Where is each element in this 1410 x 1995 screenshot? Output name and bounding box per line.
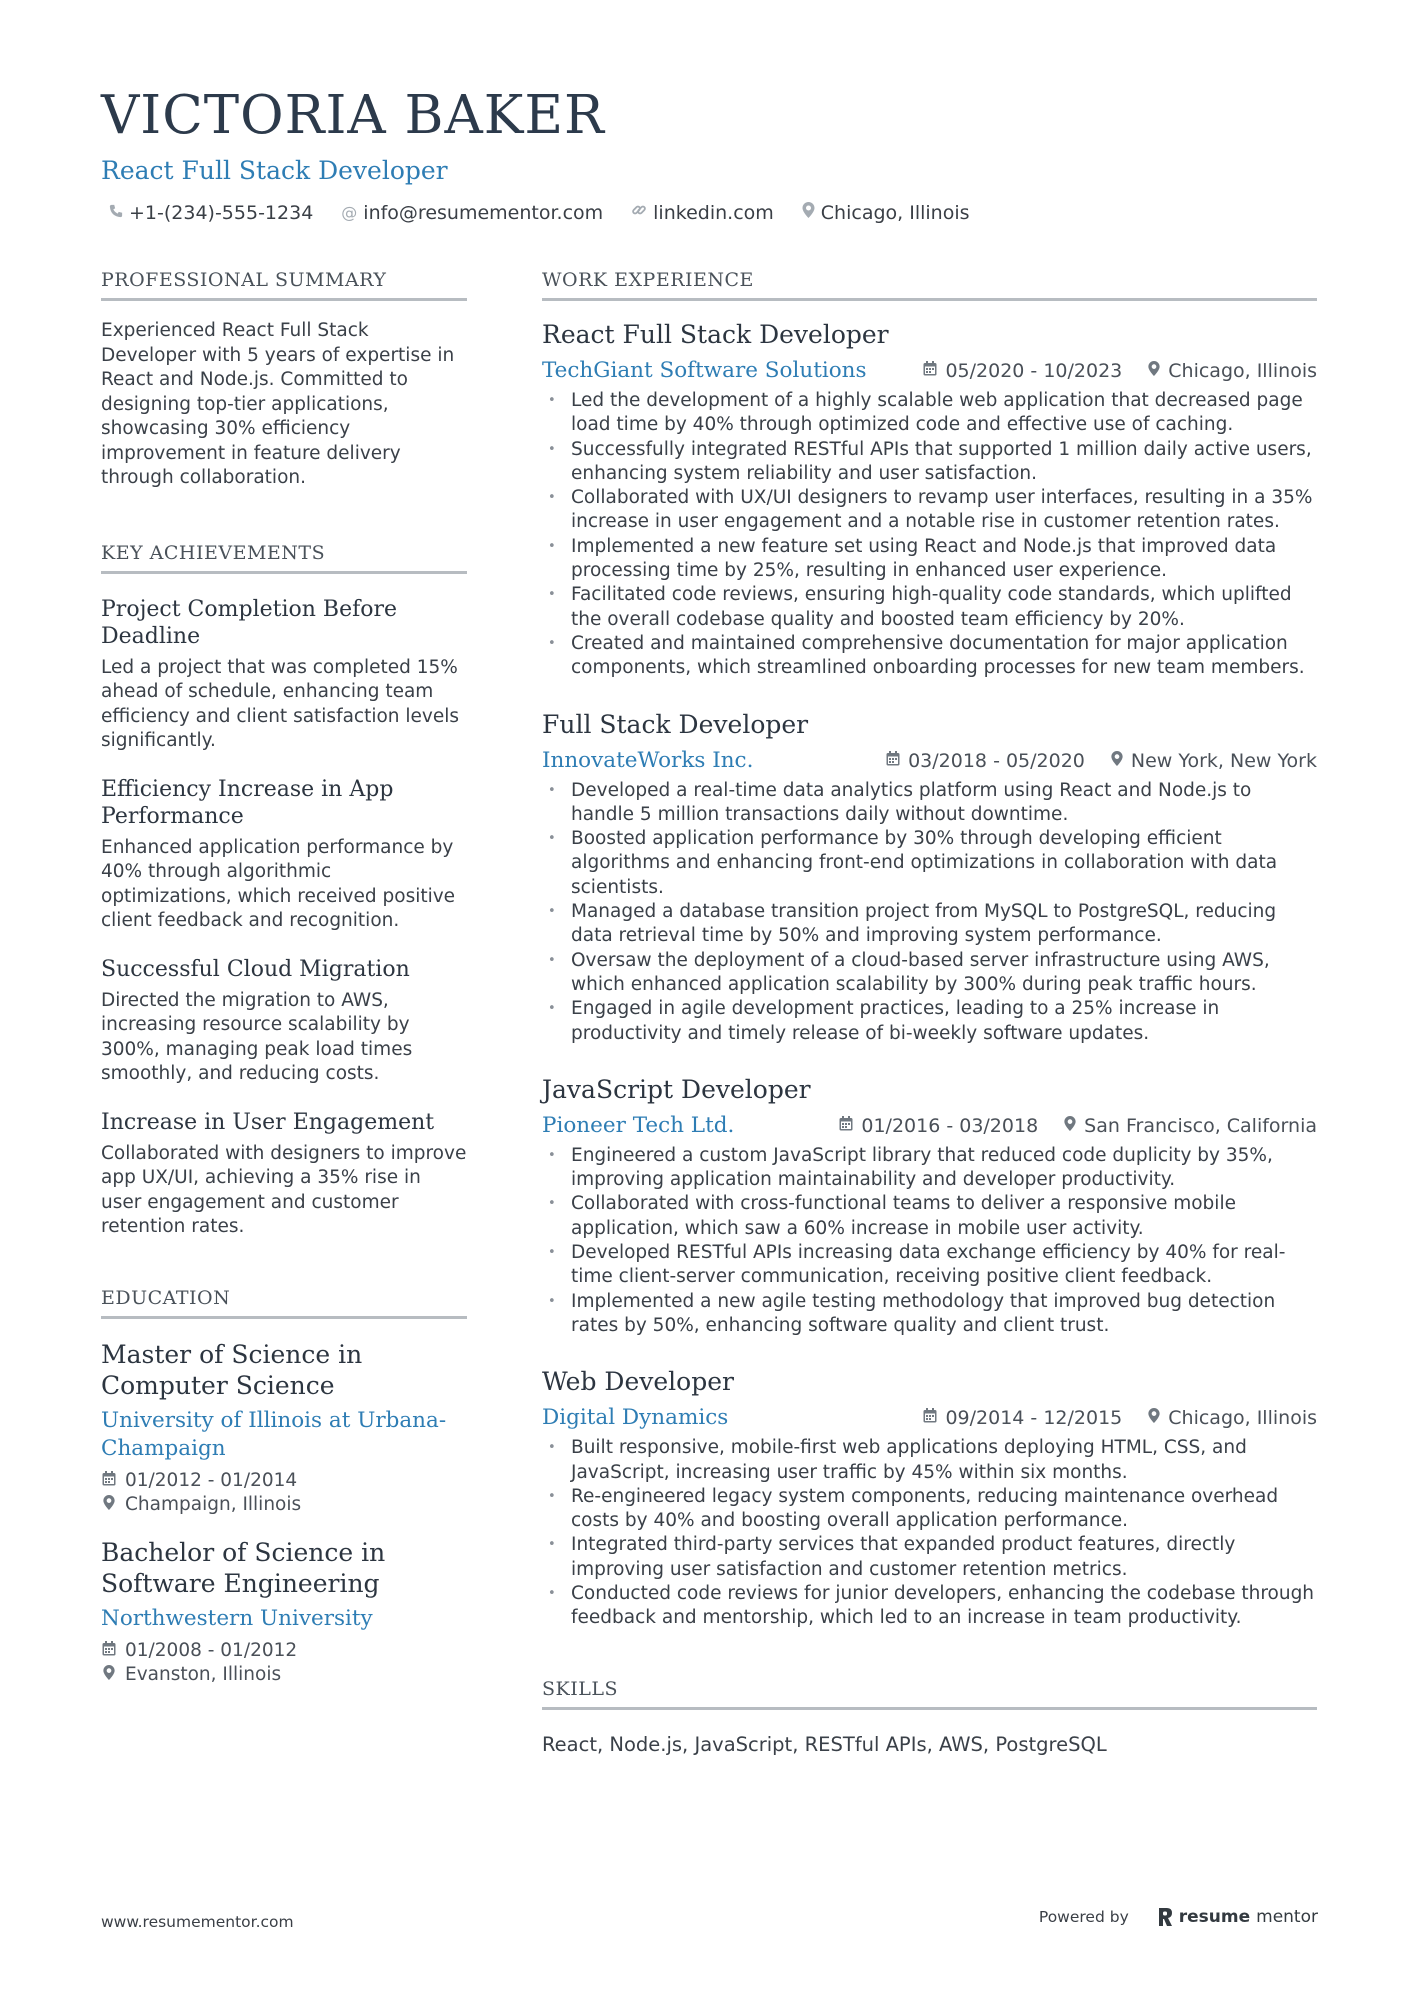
- location-text: Chicago, Illinois: [1168, 1407, 1317, 1430]
- company-name: Digital Dynamics: [542, 1405, 729, 1431]
- email-text[interactable]: info@resumementor.com: [363, 202, 604, 224]
- phone-icon: [109, 200, 123, 226]
- job-bullets: [542, 779, 1317, 1046]
- bullet-item: • Managed a database transition project from MySQL to PostgreSQL, reducing data retrieval time by 50% and improving system performance.: [542, 900, 1317, 949]
- candidate-name: VICTORIA BAKER: [101, 85, 605, 146]
- bullet-item: • Built responsive, mobile-first web applications deploying HTML, CSS, and JavaScript, increasing user traffic by 45% within six months.: [542, 1436, 1317, 1485]
- job-dates: [923, 1404, 1122, 1432]
- dates-text: 01/2012 - 01/2014: [125, 1469, 298, 1491]
- location-text: Evanston, Illinois: [125, 1663, 282, 1685]
- footer-website[interactable]: www.resumementor.com: [101, 1913, 294, 1931]
- job-bullets: [542, 1436, 1317, 1630]
- left-column: [101, 268, 467, 1687]
- calendar-icon: [101, 1639, 117, 1663]
- map-pin-icon: [1111, 747, 1123, 775]
- school-name: Northwestern University: [101, 1605, 373, 1631]
- dates-text: 05/2020 - 10/2023: [945, 360, 1123, 382]
- bullet-item: • Integrated third-party services that expanded product features, directly improving user satisfaction and customer retention metrics.: [542, 1533, 1317, 1582]
- calendar-icon: [101, 1469, 117, 1493]
- bullet-item: • Boosted application performance by 30% through developing efficient algorithms and enhancing front-end optimizations in collaboration with data scientists.: [542, 827, 1317, 900]
- achievement-title: Project Completion Before Deadline: [101, 596, 398, 649]
- location-text: New York, New York: [1130, 749, 1317, 772]
- key-achievements-section: [101, 541, 467, 1240]
- achievement-item: [101, 776, 467, 934]
- skills-section: [542, 1677, 1317, 1758]
- location-text: Chicago, Illinois: [1168, 360, 1317, 382]
- job-location: [1064, 1112, 1317, 1140]
- professional-summary-section: [101, 268, 467, 491]
- resumementor-logo-icon: [1157, 1907, 1173, 1927]
- job-entry: [542, 1366, 1317, 1630]
- job-title: JavaScript Developer: [542, 1074, 811, 1104]
- brand-name-light: mentor: [1256, 1907, 1318, 1927]
- contact-location: [802, 200, 970, 226]
- education-section: [101, 1286, 467, 1687]
- achievement-item: [101, 1109, 467, 1240]
- achievement-text: Led a project that was completed 15% ahead of schedule, enhancing team efficiency and client satisfaction levels significantly.: [101, 656, 460, 751]
- company-name: Pioneer Tech Ltd.: [542, 1112, 735, 1138]
- job-bullets: [542, 1144, 1317, 1338]
- achievement-title: Efficiency Increase in App Performance: [101, 776, 394, 829]
- bullet-item: • Collaborated with UX/UI designers to revamp user interfaces, resulting in a 35% increase in user engagement and a notable rise in customer retention rates.: [542, 486, 1317, 535]
- education-item: [101, 1339, 467, 1517]
- job-meta-row: [542, 747, 1317, 775]
- job-dates: [886, 747, 1085, 775]
- phone-text: +1-(234)-555-1234: [129, 202, 314, 224]
- skills-list: React, Node.js, JavaScript, RESTful APIs, AWS, PostgreSQL: [542, 1732, 1107, 1756]
- education-location: [101, 1493, 467, 1517]
- map-pin-icon: [1148, 1404, 1160, 1432]
- education-dates: [101, 1469, 467, 1493]
- education-location: [101, 1663, 467, 1687]
- location-text: Chicago, Illinois: [820, 202, 970, 224]
- footer-branding: [1039, 1907, 1318, 1927]
- contact-phone: [109, 200, 313, 226]
- calendar-icon: [923, 1404, 937, 1432]
- school-name: University of Illinois at Urbana-Champaign: [101, 1407, 447, 1461]
- bullet-item: • Led the development of a highly scalable web application that decreased page load time by 40% through optimized code and effective use of caching.: [542, 389, 1317, 438]
- achievement-item: [101, 956, 467, 1087]
- map-pin-icon: [101, 1663, 117, 1687]
- dates-text: 03/2018 - 05/2020: [908, 749, 1085, 772]
- education-item: [101, 1537, 467, 1687]
- bullet-item: • Implemented a new feature set using React and Node.js that improved data processing time by 25%, resulting in enhanced user experience.: [542, 535, 1317, 584]
- degree-title: Bachelor of Science in Software Engineering: [101, 1537, 386, 1598]
- job-entry: [542, 709, 1317, 1046]
- bullet-item: • Facilitated code reviews, ensuring high-quality code standards, which uplifted the overall codebase quality and boosted team efficiency by 20%.: [542, 583, 1317, 632]
- section-heading: KEY ACHIEVEMENTS: [101, 541, 467, 574]
- job-location: [1148, 1404, 1317, 1432]
- degree-title: Master of Science in Computer Science: [101, 1339, 363, 1400]
- resume-header: [101, 84, 1321, 226]
- job-title: React Full Stack Developer: [542, 320, 889, 349]
- candidate-title: React Full Stack Developer: [101, 156, 448, 185]
- dates-text: 09/2014 - 12/2015: [945, 1407, 1123, 1430]
- bullet-item: • Developed a real-time data analytics platform using React and Node.js to handle 5 million transactions daily without downtime.: [542, 779, 1317, 828]
- section-heading: SKILLS: [542, 1677, 1317, 1710]
- bullet-item: • Collaborated with cross-functional teams to deliver a responsive mobile application, which saw a 60% increase in mobile user activity.: [542, 1192, 1317, 1241]
- section-heading: EDUCATION: [101, 1286, 467, 1319]
- job-entry: [542, 319, 1317, 681]
- work-experience-section: [542, 268, 1317, 1631]
- job-meta-row: [542, 357, 1317, 385]
- bullet-item: • Oversaw the deployment of a cloud-based server infrastructure using AWS, which enhanced application scalability by 300% during peak traffic hours.: [542, 949, 1317, 998]
- achievement-title: Successful Cloud Migration: [101, 956, 410, 982]
- summary-text: Experienced React Full Stack Developer with 5 years of expertise in React and Node.js. Committed to designing top-tier applications, showcasing 30% efficiency improvement in feature delivery through collaboration.: [101, 320, 455, 488]
- achievement-title: Increase in User Engagement: [101, 1109, 435, 1135]
- calendar-icon: [886, 747, 900, 775]
- calendar-icon: [923, 357, 937, 385]
- bullet-item: • Developed RESTful APIs increasing data exchange efficiency by 40% for real-time client-server communication, receiving positive client feedback.: [542, 1241, 1317, 1290]
- bullet-item: • Implemented a new agile testing methodology that improved bug detection rates by 50%, enhancing software quality and client trust.: [542, 1290, 1317, 1339]
- linkedin-text[interactable]: linkedin.com: [653, 202, 774, 224]
- bullet-item: • Successfully integrated RESTful APIs that supported 1 million daily active users, enhancing system reliability and user satisfaction.: [542, 438, 1317, 487]
- link-icon: [631, 200, 647, 226]
- job-location: [1111, 747, 1317, 775]
- bullet-item: • Conducted code reviews for junior developers, enhancing the codebase through feedback and mentorship, which led to an increase in team productivity.: [542, 1582, 1317, 1631]
- dates-text: 01/2016 - 03/2018: [861, 1114, 1039, 1137]
- job-entry: [542, 1074, 1317, 1338]
- section-heading: PROFESSIONAL SUMMARY: [101, 268, 467, 301]
- map-pin-icon: [802, 200, 815, 226]
- calendar-icon: [839, 1112, 853, 1140]
- job-title: Web Developer: [542, 1367, 734, 1397]
- right-column: [542, 268, 1317, 1758]
- map-pin-icon: [1064, 1112, 1076, 1140]
- company-name: InnovateWorks Inc.: [542, 747, 754, 773]
- job-bullets: [542, 389, 1317, 681]
- bullet-item: • Engineered a custom JavaScript library that reduced code duplicity by 35%, improving application maintainability and developer productivity.: [542, 1144, 1317, 1193]
- job-title: Full Stack Developer: [542, 709, 809, 739]
- location-text: Champaign, Illinois: [125, 1493, 302, 1515]
- brand-name-bold: resume: [1178, 1907, 1251, 1927]
- job-dates: [839, 1112, 1038, 1140]
- map-pin-icon: [1148, 357, 1160, 385]
- section-heading: WORK EXPERIENCE: [542, 268, 1317, 301]
- powered-by-label: Powered by: [1038, 1908, 1129, 1926]
- at-icon: @: [341, 203, 358, 222]
- achievement-text: Enhanced application performance by 40% through algorithmic optimizations, which received positive client feedback and recognition.: [101, 836, 456, 931]
- job-meta-row: [542, 1112, 1317, 1140]
- achievement-text: Collaborated with designers to improve app UX/UI, achieving a 35% rise in user engagement and customer retention rates.: [101, 1142, 467, 1237]
- map-pin-icon: [101, 1493, 117, 1517]
- company-name: TechGiant Software Solutions: [542, 358, 867, 383]
- bullet-item: • Re-engineered legacy system components, reducing maintenance overhead costs by 40% and boosting overall application performance.: [542, 1485, 1317, 1534]
- job-meta-row: [542, 1404, 1317, 1432]
- job-location: [1148, 357, 1317, 385]
- achievement-text: Directed the migration to AWS, increasing resource scalability by 300%, managing peak load times smoothly, and reducing costs.: [101, 989, 413, 1084]
- contact-linkedin[interactable]: [631, 200, 774, 226]
- education-dates: [101, 1639, 467, 1663]
- bullet-item: • Created and maintained comprehensive documentation for major application components, which streamlined onboarding processes for new team members.: [542, 632, 1317, 681]
- bullet-item: • Engaged in agile development practices, leading to a 25% increase in productivity and timely release of bi-weekly software updates.: [542, 997, 1317, 1046]
- job-dates: [923, 357, 1122, 385]
- contact-bar: [101, 200, 1321, 226]
- brand-logo[interactable]: [1157, 1907, 1318, 1927]
- dates-text: 01/2008 - 01/2012: [125, 1639, 298, 1661]
- achievement-item: [101, 596, 467, 754]
- contact-email[interactable]: [341, 200, 603, 226]
- location-text: San Francisco, California: [1084, 1114, 1317, 1137]
